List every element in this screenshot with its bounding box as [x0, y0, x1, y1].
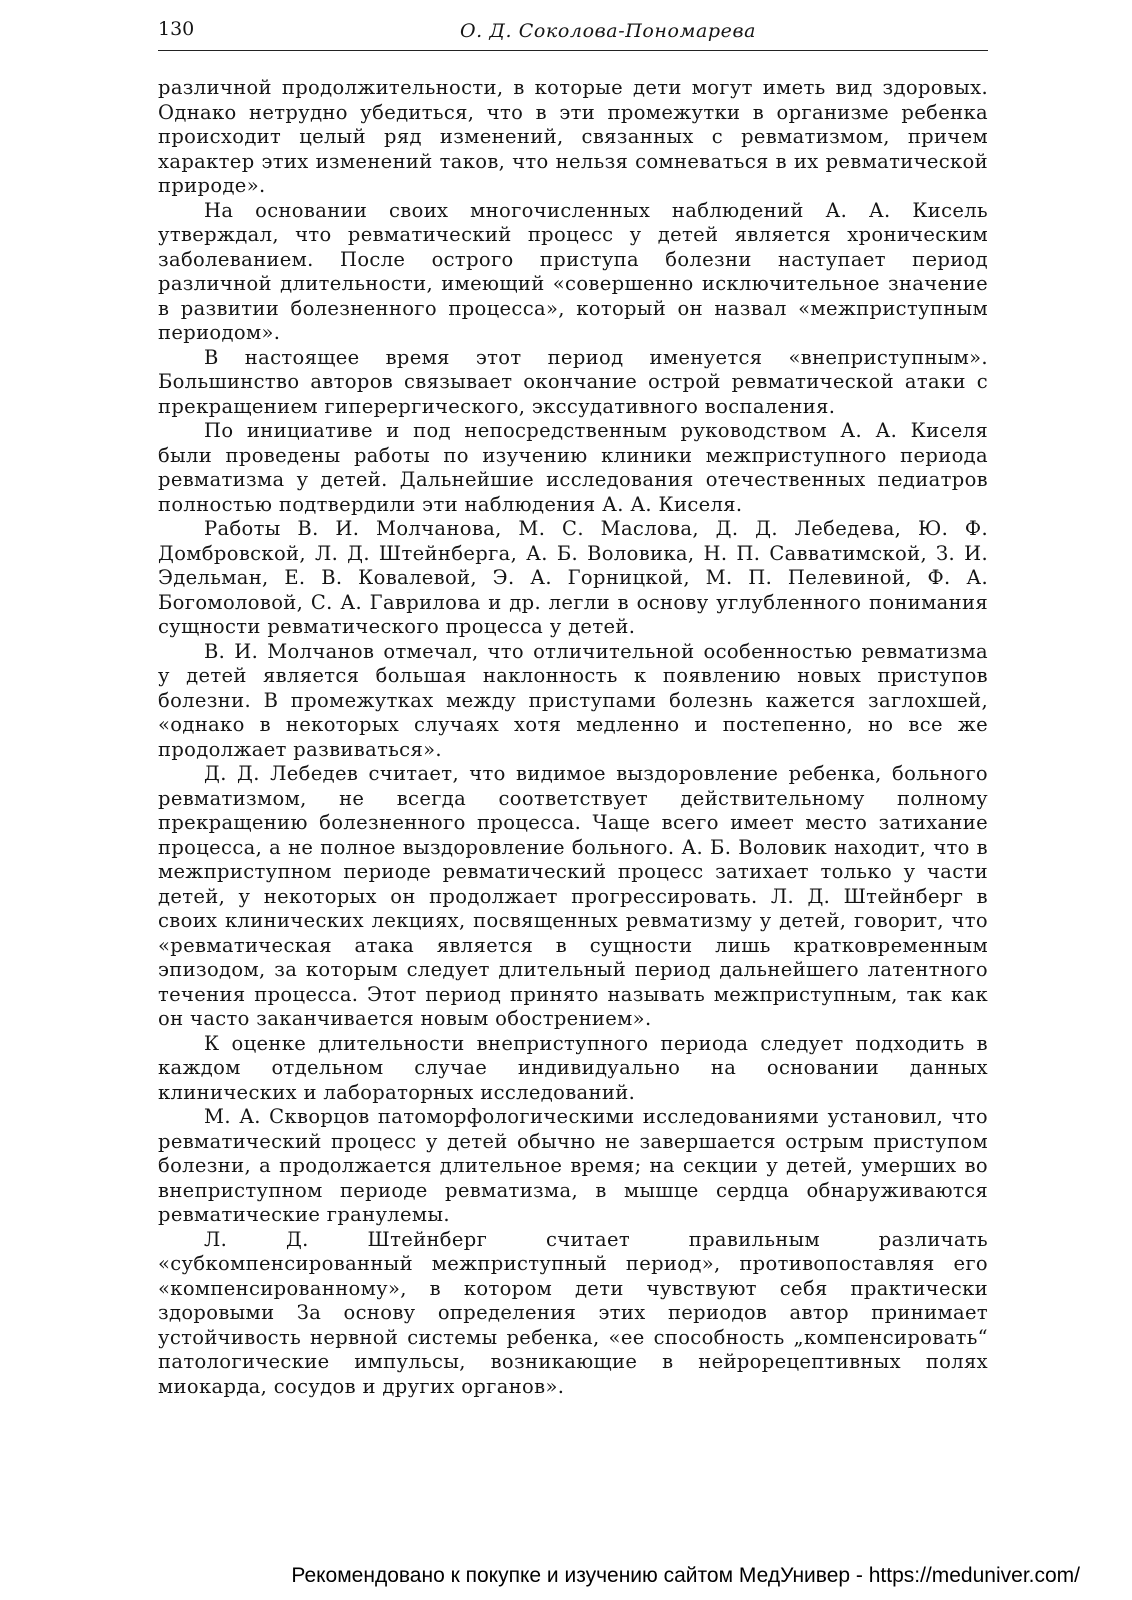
paragraph: В настоящее время этот период именуется «внеприступным». Большинство авторов связывает окончание острой ревматической атаки с прекращением гиперергического, экссудативного воспаления. [158, 345, 988, 418]
footer-watermark: Рекомендовано к покупке и изучению сайтом МедУнивер - https://meduniver.com/ [291, 1564, 1080, 1587]
paragraph: различной продолжительности, в которые дети могут иметь вид здоровых. Однако нетрудно убедиться, что в эти промежутки в организме ребенка происходит целый ряд изменений, связанных с ревматизмом, причем характер этих изменений таков, что нельзя сомневаться в их ревматической природе». [158, 76, 988, 197]
paragraph: Л. Д. Штейнберг считает правильным различать «субкомпенсированный межприступный период», противопоставляя его «компенсированному», в котором дети чувствуют себя практически здоровыми За основу определения этих периодов автор принимает устойчивость нервной системы ребенка, «ее способность „компенсировать“ патологические импульсы, возникающие в нейрорецептивных полях миокарда, сосудов и других органов». [158, 1227, 988, 1398]
running-head-author: О. Д. Соколова-Пономарева [459, 20, 757, 42]
paragraph: По инициативе и под непосредственным руководством А. А. Киселя были проведены работы по изучению клиники межприступного периода ревматизма у детей. Дальнейшие исследования отечественных педиатров полностью подтвердили эти наблюдения А. А. Киселя. [158, 419, 988, 516]
paragraph: М. А. Скворцов патоморфологическими исследованиями установил, что ревматический процесс у детей обычно не завершается острым приступом болезни, а продолжается длительное время; на секции у детей, умерших во внеприступном периоде ревматизма, в мышце сердца обнаруживаются ревматические гранулемы. [158, 1105, 988, 1226]
paragraph: Работы В. И. Молчанова, М. С. Маслова, Д. Д. Лебедева, Ю. Ф. Домбровской, Л. Д. Штейнберга, А. Б. Воловика, Н. П. Савватимской, З. И. Эдельман, Е. В. Ковалевой, Э. А. Горницкой, М. П. Пелевиной, Ф. А. Богомоловой, С. А. Гаврилова и др. легли в основу углубленного понимания сущности ревматического процесса у детей. [158, 517, 988, 638]
paragraph: В. И. Молчанов отмечал, что отличительной особенностью ревматизма у детей является большая наклонность к появлению новых приступов болезни. В промежутках между приступами болезнь кажется заглохшей, «однако в некоторых случаях хотя медленно и постепенно, но все же продолжает развиваться». [158, 639, 988, 761]
page-number: 130 [158, 18, 195, 40]
paragraph: Д. Д. Лебедев считает, что видимое выздоровление ребенка, больного ревматизмом, не всегда соответствует действительному полному прекращению болезненного процесса. Чаще всего имеет место затихание процесса, а не полное выздоровление больного. А. Б. Воловик находит, что в межприступном периоде ревматический процесс затихает только у части детей, у некоторых он продолжает прогрессировать. Л. Д. Штейнберг в своих клинических лекциях, посвященных ревматизму у детей, говорит, что «ревматическая атака является в сущности лишь кратковременным эпизодом, за которым следует длительный период дальнейшего латентного течения процесса. Этот период принято называть межприступным, так как он часто заканчивается новым обострением». [158, 762, 988, 1030]
paragraph: К оценке длительности внеприступного периода следует подходить в каждом отдельном случае индивидуально на основании данных клинических и лабораторных исследований. [158, 1031, 988, 1104]
main-text [158, 76, 988, 1399]
paragraph: На основании своих многочисленных наблюдений А. А. Кисель утверждал, что ревматический процесс у детей является хроническим заболеванием. После острого приступа болезни наступает период различной длительности, имеющий «совершенно исключительное значение в развитии болезненного процесса», который он назвал «межприступным периодом». [158, 198, 988, 344]
running-head [158, 16, 988, 51]
